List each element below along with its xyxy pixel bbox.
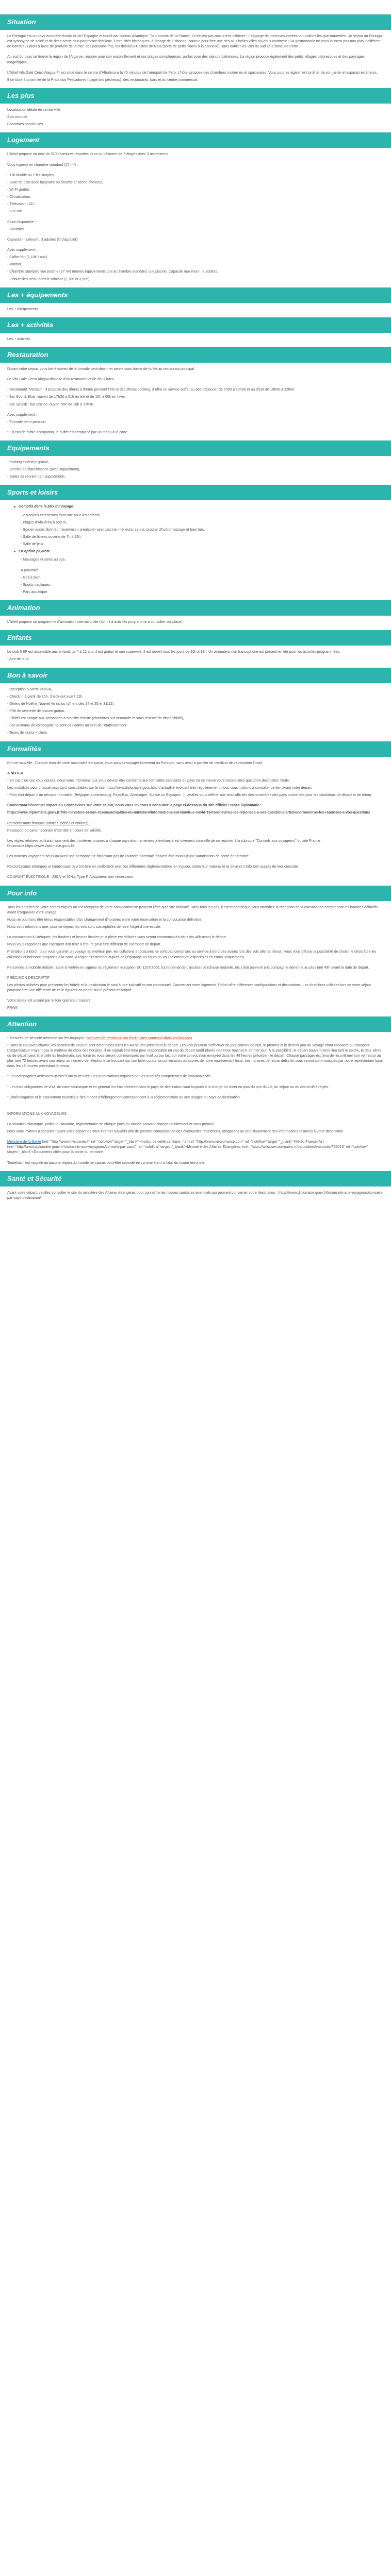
sports-sub: - Spa en accès libre (sur réservation préalable) avec piscine intérieure, sauna, piscine d'hydromassage et bain turc,: [21, 528, 205, 532]
formalites-paragraph: Ressortissants étrangers et binationaux devront être en conformité avec les différentes réglementations en vigueur, selon leur nationalité et devront s'informer auprès de leur consulat.: [7, 865, 299, 869]
sports-list: [7, 504, 384, 595]
attention-links: [7, 1140, 384, 1155]
section-header-attention: Attention: [0, 1016, 391, 1032]
formalites-content: [0, 761, 391, 880]
logement-content: [0, 152, 391, 282]
attention-paragraph: * Les frais obligatoires de visa, de carte touristique et en général les frais d'entrée dans le pays de destination sont toujours à la charge du client en plus du prix du vol, du séjour ou du circuit déjà réglés.: [7, 1085, 330, 1089]
restauration-line: - Restaurant "Versatil" : il propose des dîners à thème pendant l'été et des shows cooking. Il offre un service buffet au petit-déjeuner de 7h00 à 10h30 et au dîner de 19h00 à 22h00.: [7, 388, 296, 392]
section-header-enfants: Enfants: [0, 630, 391, 646]
section-header-restauration: Restauration: [0, 347, 391, 363]
equipements-line: - Parking extérieur gratuit,: [7, 461, 49, 465]
situation-content: [0, 34, 391, 83]
sports-bullet-included: [19, 504, 384, 547]
logement-capacity: Capacité maximum : 3 adultes (lit d'appoint): [7, 238, 77, 242]
attention-paragraph: nous vous invitons à consulter avant votre départ les sites internet suivants afin de prendre connaissance des éventuelles restrictions, obligations ou tout simplement des informations relatives à votre destination.: [7, 1130, 345, 1134]
logement-salon: Salon disponible :: [7, 220, 36, 224]
logement-supp: - Minibar,: [7, 263, 22, 267]
bonasavoir-line: - Dîners de Noël et Nouvel An inclus (dîners des 24 et 25 et 31/12),: [7, 702, 115, 706]
bonasavoir-line: - Taxes de séjour incluse.: [7, 731, 48, 735]
equipements-content: [0, 460, 391, 480]
restauration-line: - Bar Sool & Blue : ouvert de 17h30 à 01h en été et de 10h à 00h en hiver.: [7, 395, 126, 399]
pourinfo-paragraph: Les photos utilisées pour présenter les hôtels et la destination le sont à titre indicatif et non contractuel. Concernant votre logement, l'hôtel offre différentes configurations et décorations. Les chambres utilisées lors de votre séjour pourront être une différente de celle figurant en photo sur le présent descriptif.: [7, 983, 371, 993]
plus-line: Localisation idéale en centre ville: [7, 108, 60, 112]
attention-paragraph: [7, 1036, 384, 1041]
section-header-equipements: Equipements: [0, 440, 391, 456]
pourinfo-paragraph: Personnes à mobilité réduite : suite à l'entrée en vigueur du règlement européen EU 1107/2006, toute demande d'assistance (chaise roulante, etc.) doit parvenir à la compagnie aérienne au plus tard 48h avant la date de départ.: [7, 965, 369, 970]
pourinfo-paragraph: Votre séjour est assuré par le tour opérateur suivant :: [7, 999, 92, 1003]
section-header-plus: Les plus: [0, 88, 391, 104]
sports-bullet-title: En option payante: [19, 550, 50, 554]
equipements-line: - Service de blanchisserie (avec supplément),: [7, 468, 80, 472]
animation-text: L'hôtel propose un programme d'animation internationale (dont il à activités programme à consulter sur place).: [7, 620, 184, 624]
formalites-paragraph: - Pour tout départ d'un aéroport frontalier (Belgique, Luxembourg, Pays-Bas, Allemagne, Suisse ou Espagne...), veuillez vous référer aux sites officiels des ministères des pays concernés pour les conditions de départ et de retour.: [7, 793, 372, 798]
activites-plus-content: [0, 337, 391, 342]
section-header-logement: Logement: [0, 132, 391, 148]
bonasavoir-line: - Check in à partir de 15h, check-out avant 12h,: [7, 694, 84, 699]
bonasavoir-line: - Réception ouverte 24h/24,: [7, 687, 52, 691]
formalites-covid-title: Concernant l'éventuel impact du Coronavirus sur votre séjour, nous vous invitons à consulter la page ci-dessous du site officiel France Diplomatie :: [7, 804, 262, 808]
formalites-paragraph: Les règles relatives au franchissement des frontières propres à chaque pays étant amenées à évoluer, il est vivement conseillé de se reporter à la rubrique "Conseils aux voyageurs" du site France Diplomatie.https://www.diplomatie.gouv.fr/: [7, 839, 320, 848]
section-header-sante: Santé et Sécurité: [0, 1171, 391, 1187]
situation-paragraph: L'hôtel Vila Galé Cerro Alagoa 4* est situé dans le centre d'Albufeira à la 45 minutes de l'aéroport de Faro. L'hôtel propose des chambres modernes et spacieuses. Vous pourrez également profiter de son jardin et espaces extérieurs.: [7, 71, 378, 75]
pourinfo-paragraph: Prestations à bord : pour vous garantir un voyage au meilleur prix, les collations et boissons ne sont pas comprises au service à bord des avions lors des vols aller et retour ; vous vous offrons la possibilité de choisir le choix libre les collations et boissons proposés à la carte, à régler directement auprès de l'équipage au cours du vol (paiement en espèces et en euros uniquement).: [7, 950, 377, 959]
enfants-content: [0, 650, 391, 662]
attention-info-title: INFORMATIONS AUX VOYAGEURS :: [7, 1112, 69, 1116]
sante-content: [0, 1191, 391, 1201]
bonasavoir-line: - L'hôtel est adapté aux personnes à mobilité réduite (chambres sur demande et sous réserve de disponibilité),: [7, 717, 184, 721]
logement-equip-intro: Vous logerez en chambre standard (27 m²) :: [7, 163, 78, 167]
section-header-pourinfo: Pour info: [0, 886, 391, 901]
enfants-line: - Aire de jeux.: [7, 657, 29, 662]
sports-sub: - Plages d'Albufeira à 500 m,: [21, 520, 67, 524]
restauration-line: - Bar Splash : bar piscine, ouvert l'été de 10h à 17h30.: [7, 402, 94, 406]
logement-equip: - Climatisation,: [7, 195, 31, 199]
plus-line: Spa complet: [7, 115, 27, 120]
attention-paragraph: La situation climatique, politique, sanitaire, réglementaire de chaque pays du monde pouvant changer subitement et sans préavis: [7, 1122, 214, 1126]
bonasavoir-content: [0, 687, 391, 736]
pourinfo-precision-title: PRÉCISION DESCRIPTIF: [7, 976, 50, 980]
sports-sub: A proximité :: [21, 568, 41, 572]
logement-equip: - 1 lit double ou 2 lits simples,: [7, 173, 55, 177]
bonasavoir-line: - Prêt de serviette de piscine gratuit,: [7, 709, 66, 714]
formalites-covid-link[interactable]: https://www.diplomatie.gouv.fr/fr/le-ministere-et-son-reseau/actualites-du-ministere/informations-coronavirus-covid-19/coronavirus-les-reponses-a-vos-questions/article/coronavirus-les-reponses-a-vos-questions: [7, 811, 370, 815]
section-header-situation: Situation: [0, 14, 391, 30]
pourinfo-paragraph: La convocation à l'aéroport, les horaires et heures locales et la pièce est délivrée vous seront communiqués dans les 48h avant le départ.: [7, 936, 227, 940]
pourinfo-paragraph: Nous vous informons que, pour ce séjour, les vols sont susceptibles de faire l'objet d'une escale.: [7, 925, 161, 929]
logement-supp: - Chambre standard vue piscine (27 m²) mêmes équipements que la chambre standard, vue piscine. Capacité maximum : 3 adultes.: [7, 270, 218, 274]
formalites-paragraph: COURANT ÉLECTRIQUE : 230 V et 50Hz, Type F. Adaptateur non nécessaire.: [7, 875, 134, 879]
attention-content: [0, 1036, 391, 1166]
logement-intro: L'hôtel propose un total de 310 chambres réparties dans un bâtiment de 7 étages avec 3 ascenseurs.: [7, 152, 170, 157]
bonasavoir-line: - Les animaux de compagnie ne sont pas admis au sein de l'établissement.: [7, 724, 127, 728]
restauration-lines-intro: Le Vila Galé Cerro Alagoa dispose d'un restaurant et de deux bars :: [7, 378, 116, 382]
equipements-line: - Salles de réunion (en supplément).: [7, 475, 66, 479]
section-header-equipements-plus: Les + équipements: [0, 287, 391, 303]
restauration-note: * En cas de faible occupation, le buffet est remplacé par un menu à la carte.: [7, 430, 128, 434]
sante-paragraph: Avant votre départ, veuillez consulter le site du ministère des Affaires étrangères pour connaître les risques sanitaires éventuels qui peuvent concerner votre destination : https://www.diplomatie.gouv.fr/fr/conseils-aux-voyageurs/conseils-par-pays-destination/: [7, 1191, 384, 1200]
animation-content: [0, 620, 391, 625]
formalites-nationals-title: Ressortissants français (adultes, bébés et enfants) :: [7, 821, 91, 825]
situation-paragraph: Au sud du pays se trouve la région de l'Algarve, réputée pour son ensoleillement et ses plages somptueuses, parfait pour des séjours balnéaires. La région propose également des petits villages pittoresques et des paysages magnifiques.: [7, 55, 365, 64]
pourinfo-paragraph: Nous vous rappelons que l'aéroport doit tenir à l'heure peut être différent de l'aéroport de départ.: [7, 943, 161, 947]
formalites-paragraph: - En cas d'un ces vous doutez, nous vous informons que vous devrez être conforme aux formalités sanitaires du pays où se trouve votre escale ainsi que votre destination finale.: [7, 778, 290, 783]
logement-equip: - Vue rue.: [7, 210, 23, 214]
formalites-paragraph: Les mineurs voyageant seuls ou avec une personne ne disposant pas de l'autorité parentale doivent être munis d'une autorisation de sortie de territoire.: [7, 855, 250, 859]
logement-supp-title: Avec supplément :: [7, 248, 37, 252]
plus-content: [0, 108, 391, 127]
attention-baggage-label: * Mesures de sécurité aérienne sur les bagages :: [7, 1036, 87, 1040]
logement-salon: - Boudoirs.: [7, 227, 25, 231]
pourinfo-operator: FRAM: [7, 1006, 18, 1010]
logement-equip: - Salle de bain avec baignoire ou douche et sèche-cheveux,: [7, 180, 103, 184]
plus-line: Chambres spacieuses: [7, 123, 43, 127]
sports-bullet-option: [19, 549, 384, 595]
formalites-note-title: A NOTER: [7, 771, 24, 775]
attention-links-rest: href="http://www.invs.sante.fr" rel="nofollow" target="_blank">Institut de veille sanitaire, <a href="http://www.meteofrance.com" rel="nofollow" target="_blank">Météo France</a> href="http://www.diplomatie.gouv.fr/fr/conseils-aux-voyageurs/conseils-par-pays/" rel="nofollow" target="_blank">Ministère des Affaires Étrangères, href="https://www.service-public.fr/particuliers/vosdroits/F33013" rel="nofollow" target="_blank">Documents utiles pour la sortie du territoire.: [7, 1140, 368, 1155]
sports-sub: - Salle de fitness ouverte de 7h à 22h,: [21, 535, 82, 539]
sports-sub: - Massages et soins au spa.: [21, 558, 66, 562]
sports-sub: - Sports nautiques,: [21, 583, 51, 587]
section-header-sports: Sports et loisirs: [0, 485, 391, 500]
attention-paragraph: * Les compagnies aériennes utilisées ont toutes reçu les autorisations requises par les autorités compétentes de l'aviation civile.: [7, 1075, 212, 1079]
section-header-formalites: Formalités: [0, 741, 391, 757]
formalites-paragraph: Bonne nouvelle : Compte tenu de votre nationalité française, vous pouvez voyager librement au Portugal, sans avoir à justifier de certificat de vaccination Covid.: [7, 761, 264, 765]
section-header-animation: Animation: [0, 600, 391, 616]
section-header-activites-plus: Les + activités: [0, 317, 391, 333]
situation-paragraph: Il se situe à proximité de la Praia dos Pescadores (plage des pêcheurs), des restaurants, bars et du centre commercial.: [7, 78, 198, 82]
sports-bullet-title: Compris dans le prix du voyage: [19, 505, 73, 509]
formalites-paragraph: Passeport ou carte nationale d'identité en cours de validité.: [7, 828, 102, 833]
section-header-bonasavoir: Bon à savoir: [0, 668, 391, 683]
pourinfo-content: [0, 905, 391, 1011]
sports-sub: - Golf à 5km,: [21, 575, 42, 580]
situation-paragraph: Le Portugal est un pays européen frontalier de l'Espagne et bordé par l'océan Atlantique. Tout proche de la France, il n'en est pas moins très différent ! Il regorge de richesses variées tant culturelles que naturelles. Un séjour au Portugal est synonyme de soleil et de découverte d'un patrimoine fabuleux. Entre cités historiques, à l'image de Lisbonne, connue pour être une des plus belles villes du vieux continent ! Sa gastronomie ne vous laissera pas non plus indifférent : de nombreux plats à base de produits de la mer, des poissons frits, les délicieux Pasteis de Nata (sorte de petits flancs à la cannelle), sans oublier les vins du sud et la fameuse Porto.: [7, 35, 383, 49]
sports-sub: - Parc aquatique.: [21, 590, 48, 595]
logement-equip: - Télévision LCD,: [7, 202, 35, 207]
sports-sub: - Salle de jeux.: [21, 543, 45, 547]
logement-supp: - Coffre-fort (2,10€ / nuit),: [7, 256, 48, 260]
page: [0, 14, 391, 1201]
logement-supp: - 2 bouteilles d'eau dans le minibar (2,70€ et 3,50€).: [7, 277, 91, 281]
sports-content: [0, 504, 391, 595]
restauration-supp: - Formule demi-pension.: [7, 420, 46, 424]
pourinfo-paragraph: Tous les horaires de votre communiqués ou est réception de votre convocation ne peuvent l'être qu'à titre indicatif. Dans tous les cas, il est impératif que vous attendiez la réception de la convocation comprenant les horaires définitifs avant d'organiser votre voyage.: [7, 905, 378, 914]
activites-plus-line: Les + activités: [7, 337, 30, 341]
sports-sub: - 2 piscines extérieures dont une pour les enfants,: [21, 513, 101, 517]
logement-equip: - Wi-Fi gratuit,: [7, 188, 30, 192]
ministere-sante-link[interactable]: Ministère de la Santé: [7, 1140, 41, 1144]
attention-paragraph: * Dans le cas avec charter, les horaires de vous et sont déterminés dans les 48 heures précédent le départ. Les vols peuvent s'effectuer de jour comme de nuit, le premier et le dernier jour du voyage étant consacré au transport. L'organisateur n'ayant pas la maîtrise du choix des horaires, il ne saurait être tenu pour responsable en cas de départ tardif (durée de retour matinal et dernier jour. À la possibilité, le départ pouvant avoir lieu tard le soirée, la date pilote ou de départ peut être celle du lendemain. Les horaires vous seront communiqués par mail ou par fax, sur votre convocation envoyée dans les 48 heures précédent le départ. Chaque passager est tenu de reconfirmer son vol retour au plus tard 72 heures avant son retour au numéro de téléphone se trouvant sur son billet ou sur sa convocation ou auprès de notre représentant local. Les horaires de retour définitifs vous seront communiqués par notre représentant local dans les 48 heures précédant le retour.: [7, 1043, 383, 1069]
formalites-paragraph: Les modalités pour chaque pays sont consultables sur le site https://www.diplomatie.gouv.fr/fr/ L'actualité évoluant très régulièrement, nous vous invitons à consulter ce lien avant votre départ.: [7, 786, 313, 790]
attention-paragraph: * Chaînologation et le classement touristique des modes d'hébergement correspondent à la réglementation ou aux usages du pays de destination.: [7, 1095, 241, 1099]
baggage-restrictions-link[interactable]: mesures de restriction sur les liquides contenus dans les bagages: [87, 1036, 192, 1040]
equipements-plus-line: Les + équipements: [7, 307, 38, 311]
restauration-intro: Durant votre séjour, vous bénéficierez de la formule petit-déjeuner servie sous forme de buffet au restaurant principal.: [7, 367, 196, 371]
equipements-plus-content: [0, 307, 391, 312]
restauration-content: [0, 367, 391, 435]
enfants-line: Le club NEP est accessible aux enfants de 4 à 12 ans, il est gratuit et non supervisé. Il est ouvert tous les jours de 10h à 19h. Un animateur non francophone est présent en été pour les activités programmées.: [7, 650, 340, 654]
attention-paragraph: Toutefois il est rappelé qu'aucune région du monde ne saurait peut-être considérée comme étant à l'abri du risque terroriste.: [7, 1161, 206, 1165]
restauration-supp-title: Avec supplément :: [7, 413, 37, 417]
pourinfo-paragraph: Nous ne pourrons être tenus responsables d'un changement d'horaires entre votre réservation et la convocation définitive.: [7, 918, 203, 922]
